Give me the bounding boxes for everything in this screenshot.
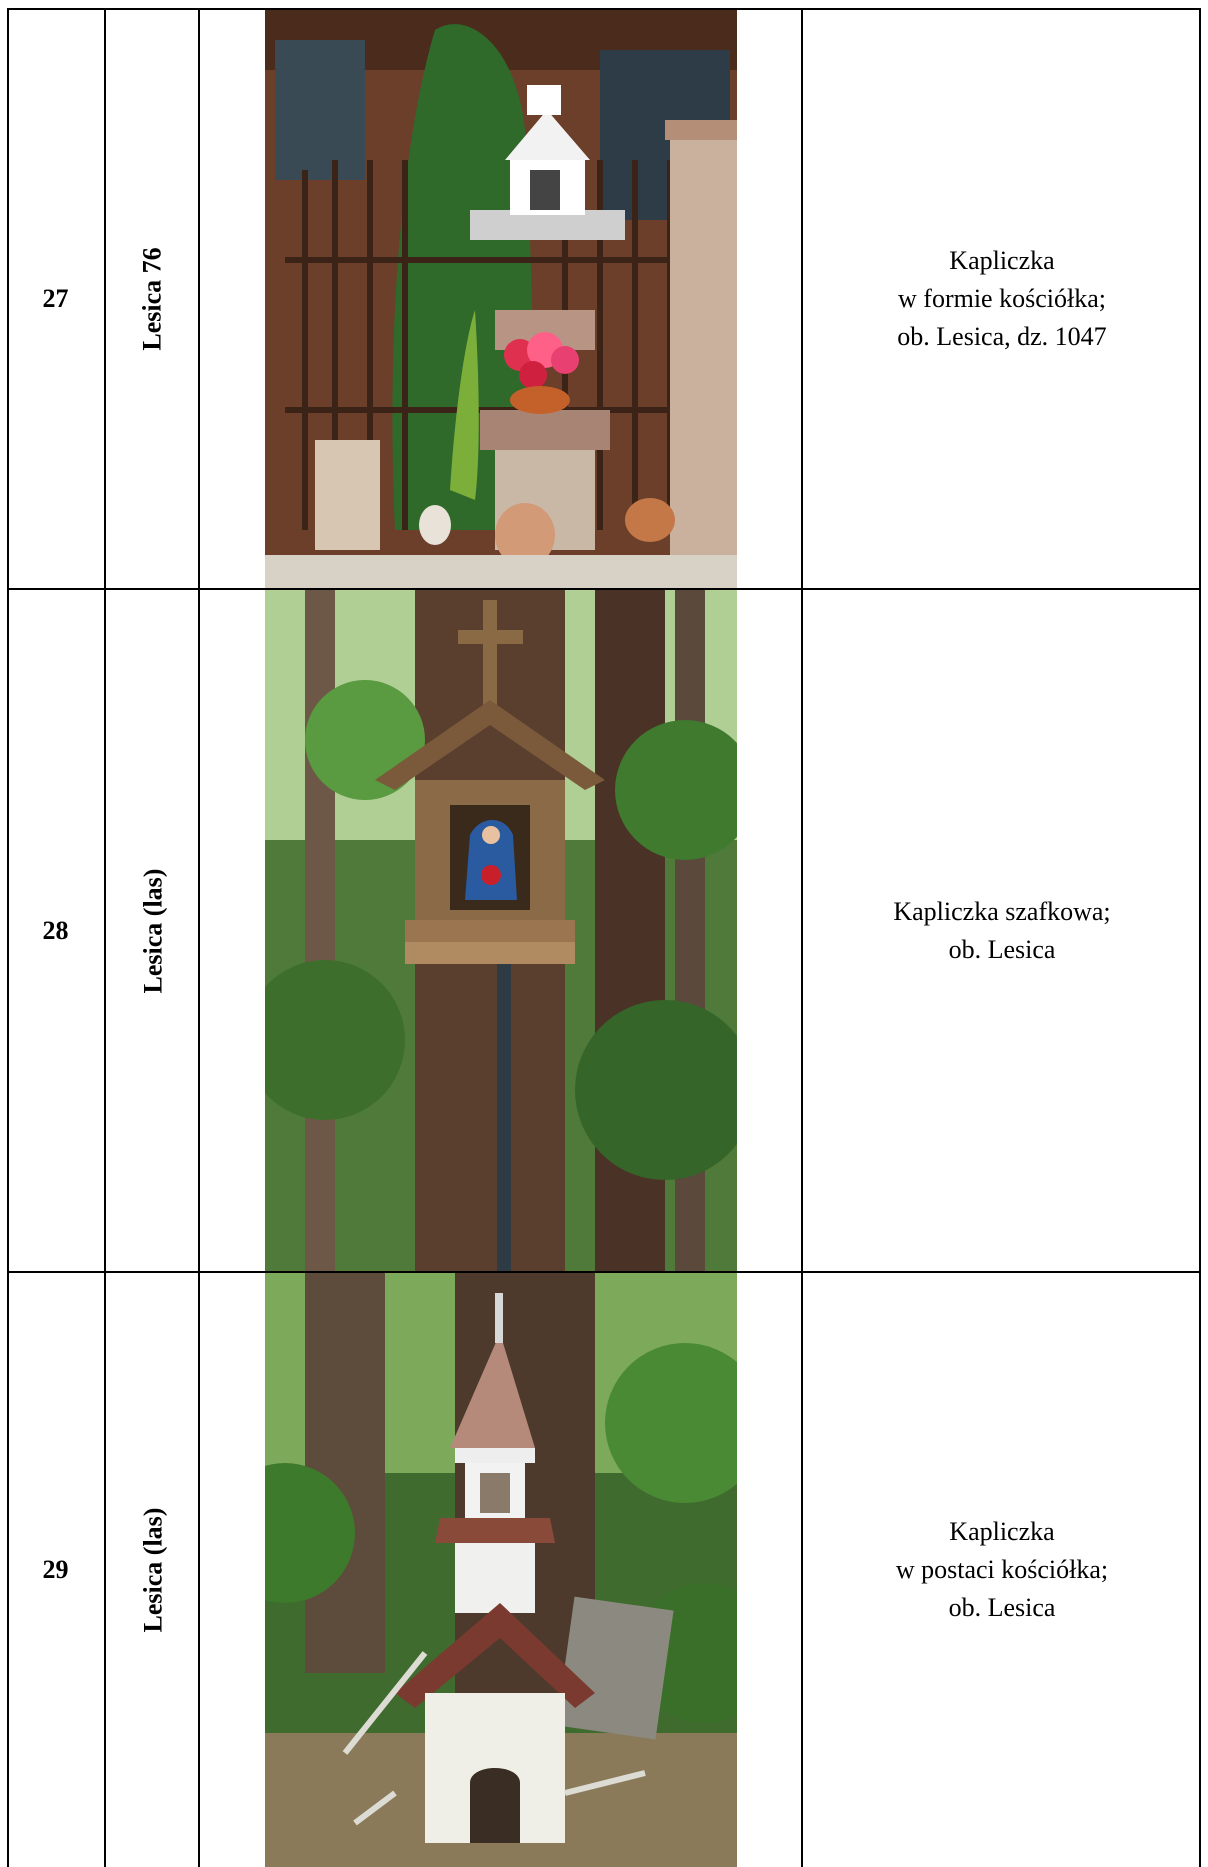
place-cell [106,1273,200,1867]
place-name: Lesica (las) [138,1507,168,1633]
description-line: w formie kościółka; [898,284,1106,313]
forest-cabinet-shrine-photo [265,590,737,1271]
description-cell [803,10,1201,588]
place-name: Lesica (las) [138,868,168,993]
description-cell [803,590,1201,1271]
forest-church-shrine-photo [265,1273,737,1867]
table-row [7,1273,1201,1867]
place-name: Lesica 76 [138,247,168,351]
table-row [7,10,1201,588]
description-line: w postaci kościółka; [895,1555,1109,1584]
description-line: ob. Lesica [948,934,1056,964]
place-cell [106,10,200,588]
table-row [7,590,1201,1271]
description-line: Kapliczka [949,1517,1055,1546]
description-line: ob. Lesica [948,1593,1056,1622]
place-cell [106,590,200,1271]
description-line: Kapliczka [949,246,1055,275]
description-line: Kapliczka szafkowa; [893,896,1111,926]
row-number: 29 [42,1555,69,1584]
description-cell [803,1273,1201,1867]
house-chapel-shrine-photo [265,10,737,588]
row-number: 27 [42,284,69,313]
row-number: 28 [42,915,69,945]
description-line: ob. Lesica, dz. 1047 [897,322,1107,351]
